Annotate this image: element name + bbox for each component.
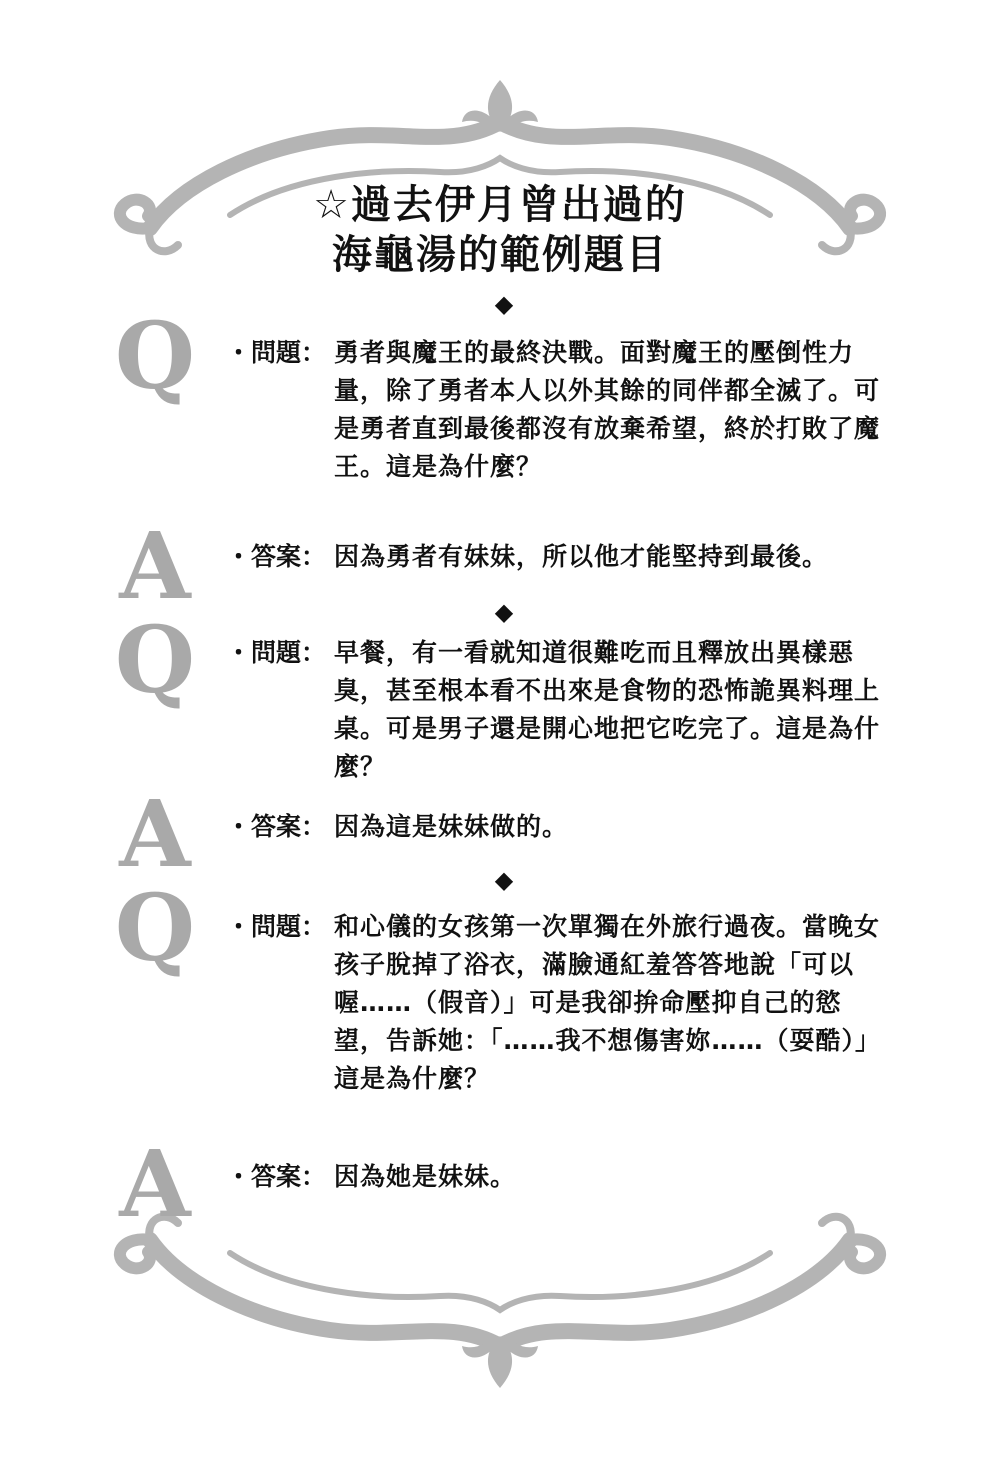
separator-diamond: ◆: [494, 290, 514, 318]
separator-diamond: ◆: [494, 866, 514, 894]
question-letter: Q: [114, 874, 196, 982]
answer-label: ・答案：: [226, 1162, 327, 1191]
question-text: 勇者與魔王的最終決戰。面對魔王的壓倒性力量，除了勇者本人以外其餘的同伴都全滅了。可是勇者直到最後都沒有放棄希望，終於打敗了魔王。這是為什麼？: [334, 338, 881, 481]
page-title: [250, 180, 750, 280]
answer-text: 因為這是妹妹做的。: [334, 812, 569, 841]
question-label: ・問題：: [226, 638, 327, 667]
title-line-1: ☆過去伊月曾出過的: [313, 182, 687, 228]
answer-letter: A: [119, 780, 191, 888]
answer-letter: A: [119, 1130, 191, 1238]
question-letter: Q: [114, 302, 196, 410]
title-line-2: 海龜湯的範例題目: [332, 232, 668, 278]
question-text: 和心儀的女孩第一次單獨在外旅行過夜。當晚女孩子脫掉了浴衣，滿臉通紅羞答答地說「可以喔……（假音）」可是我卻拚命壓抑自己的慾望，告訴她：「……我不想傷害妳……（耍酷）」這是為什麼？: [334, 912, 882, 1093]
question-letter: Q: [114, 606, 196, 714]
question-label: ・問題：: [226, 912, 327, 941]
answer-text: 因為她是妹妹。: [334, 1162, 517, 1191]
answer-label: ・答案：: [226, 542, 327, 571]
question-label: ・問題：: [226, 338, 327, 367]
answer-text: 因為勇者有妹妹，所以他才能堅持到最後。: [334, 542, 829, 571]
answer-label: ・答案：: [226, 812, 327, 841]
answer-letter: A: [119, 512, 191, 620]
separator-diamond: ◆: [494, 598, 514, 626]
question-text: 早餐，有一看就知道很難吃而且釋放出異樣惡臭，甚至根本看不出來是食物的恐怖詭異料理上桌。可是男子還是開心地把它吃完了。這是為什麼？: [334, 638, 881, 781]
